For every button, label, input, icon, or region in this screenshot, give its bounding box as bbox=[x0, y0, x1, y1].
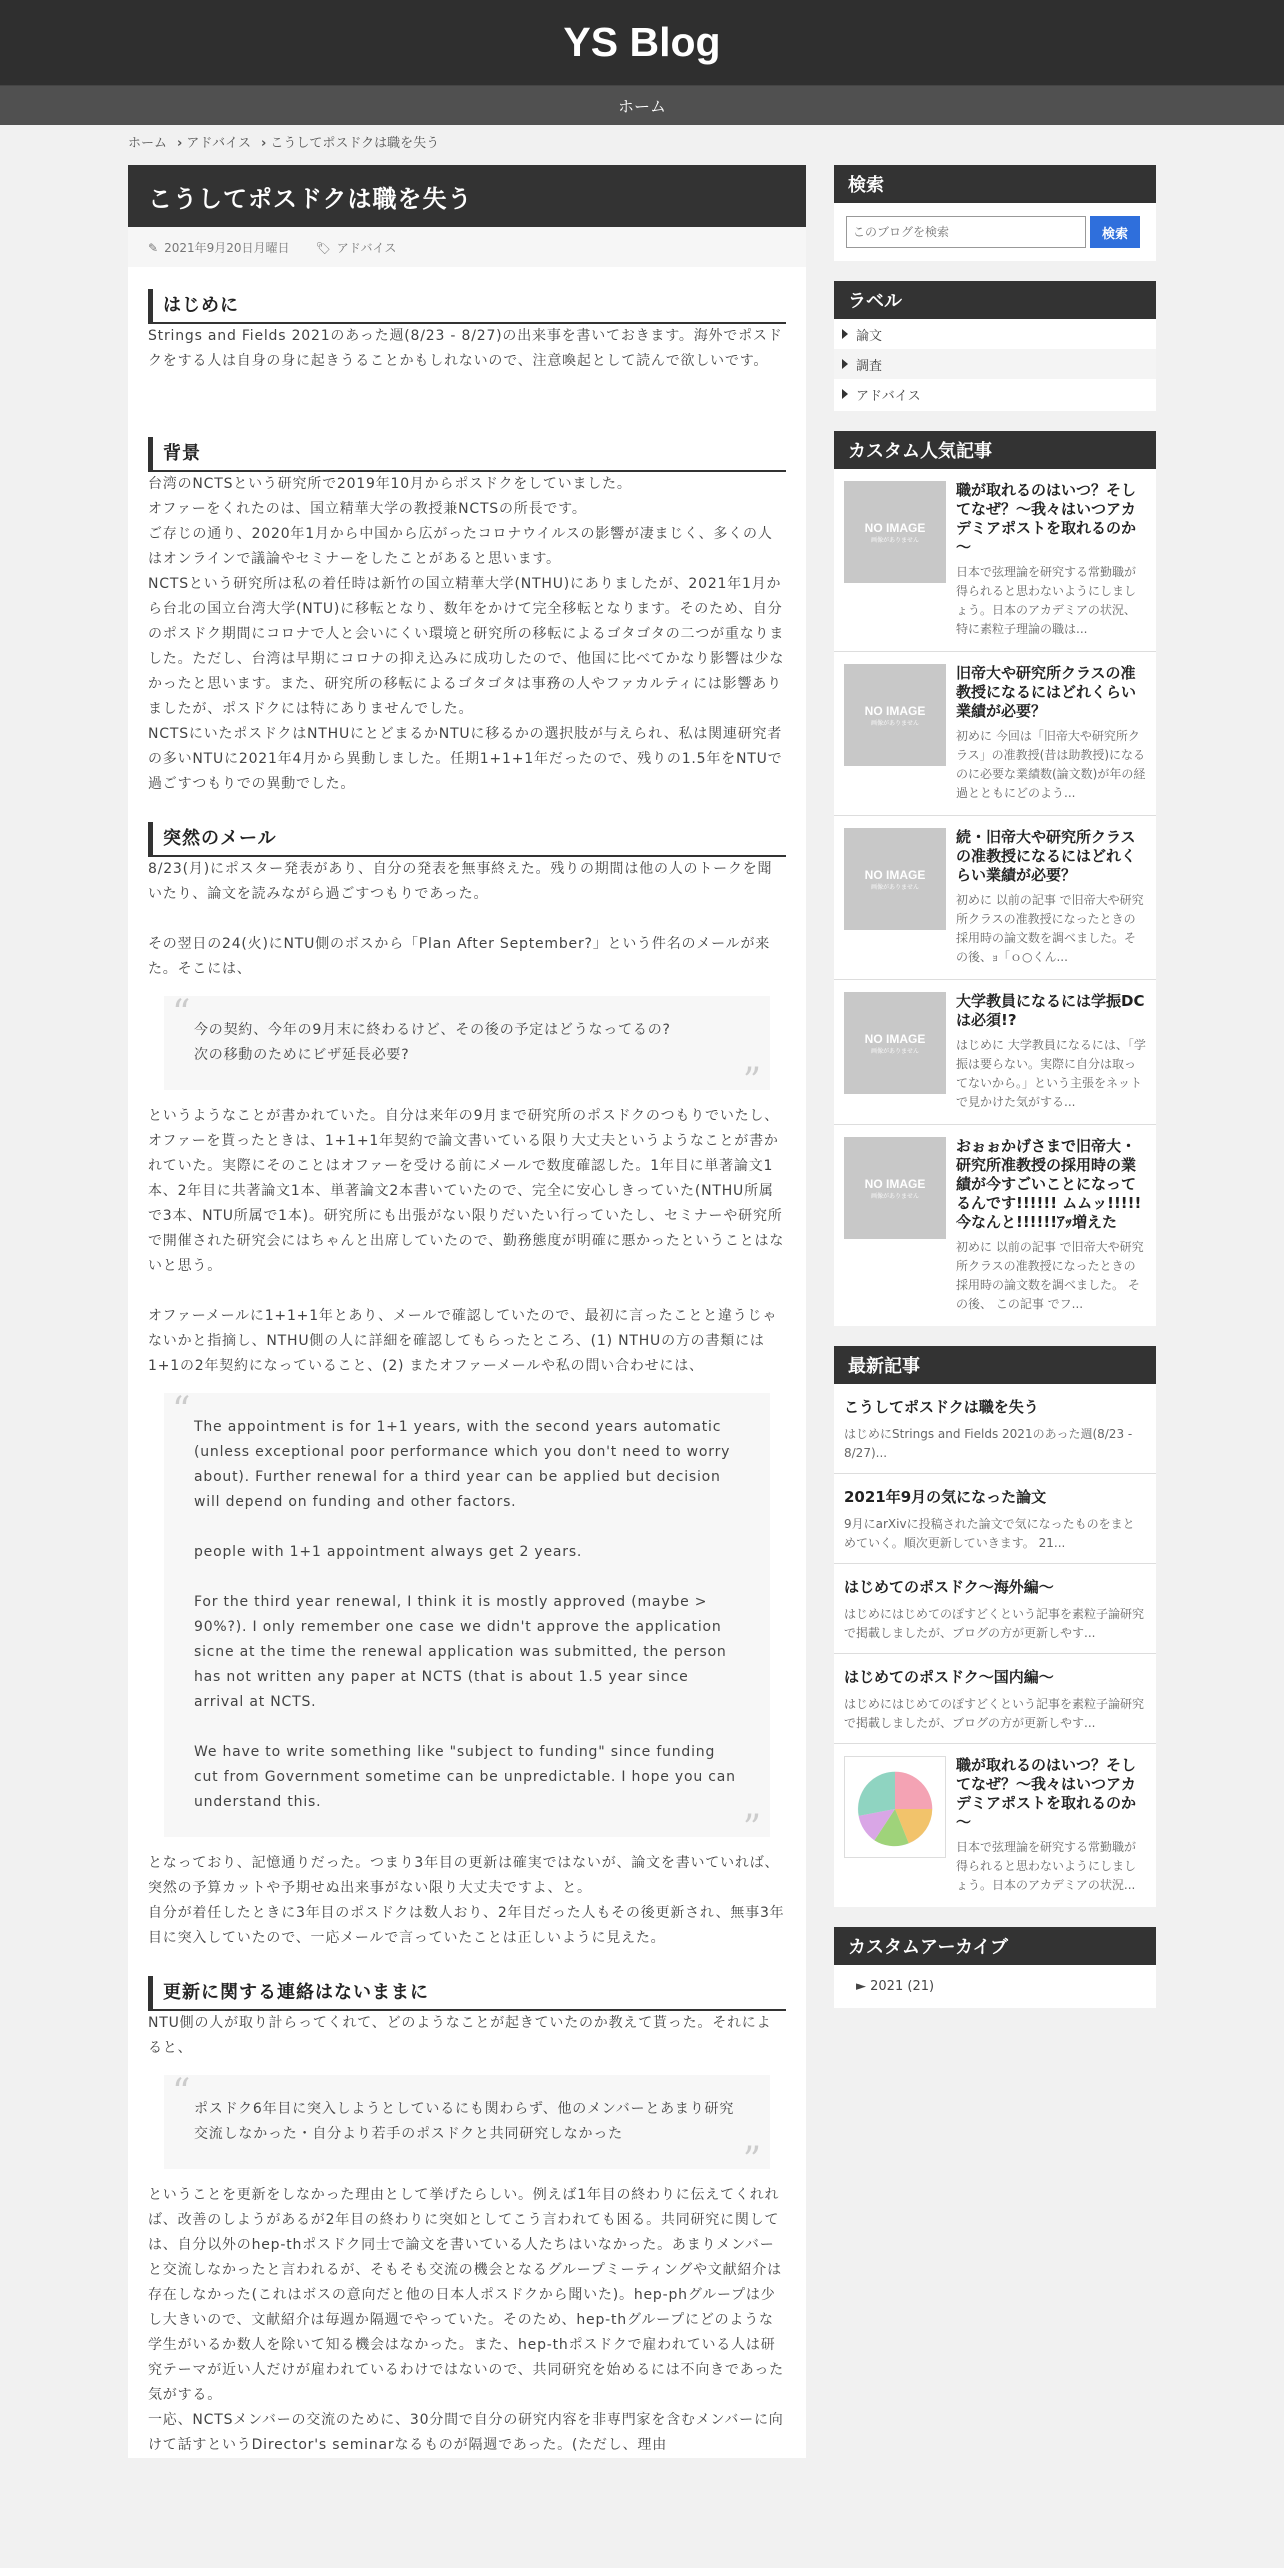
paragraph: オファーメールに1+1+1年とあり、メールで確認していたので、最初に言ったことと違うじゃないかと指摘し、NTHU側の人に詳細を確認してもらったところ、(1) NTHUの方の書類には1+1の2年契約になっていること、(2) またオファーメールや私の問い合わせには、 bbox=[148, 1308, 778, 1374]
paragraph: NTU側の人が取り計らってくれて、どのようなことが起きていたのか教えて貰った。それによると、 bbox=[148, 2015, 772, 2056]
paragraph: というようなことが書かれていた。自分は来年の9月まで研究所のポスドクのつもりでいたし、オファーを貰ったときは、1+1+1年契約で論文書いている限り大丈夫というようなことが書かれていた。実際にそのことはオファーを受ける前にメールで数度確認した。1年目に単著論文1本、2年目に共著論文1本、単著論文2本書いていたので、完全に安心しきっていた(NTHU所属で3本、NTU所属で1本)。研究所にも出張がない限りだいたい行っていたし、セミナーや研究所で開催された研究会にはちゃんと出席していたので、勤務態度が明確に悪かったということはないと思う。 bbox=[148, 1108, 785, 1274]
paragraph: Strings and Fields 2021のあった週(8/23 - 8/27)の出来事を書いておきます。海外でポスドクをする人は自身の身に起きうることかもしれないので、注意喚起として読んで欲しいです。 bbox=[148, 328, 783, 369]
no-image-thumbnail[interactable] bbox=[844, 828, 946, 930]
search-button[interactable]: 検索 bbox=[1090, 216, 1140, 248]
edit-icon: ✎ bbox=[148, 240, 159, 255]
labels-widget bbox=[834, 281, 1156, 411]
recent-snippet: はじめにStrings and Fields 2021のあった週(8/23 - 8/27)... bbox=[844, 1427, 1133, 1460]
label-item[interactable] bbox=[834, 349, 1156, 379]
popular-title[interactable]: 旧帝大や研究所クラスの准教授になるにはどれくらい業績が必要？ bbox=[956, 664, 1137, 720]
post-title: こうしてポスドクは職を失う bbox=[148, 184, 473, 213]
post-title-box bbox=[128, 165, 806, 227]
search-widget bbox=[834, 165, 1156, 261]
quote-line: 次の移動のためにビザ延長必要? bbox=[194, 1047, 410, 1063]
popular-snippet: 初めに 以前の記事 で旧帝大や研究所クラスの准教授になったときの採用時の論文数を調べました。その後、ｮ「ｏ○くん... bbox=[956, 893, 1144, 964]
section-heading-background: 背景 bbox=[148, 437, 786, 472]
popular-item[interactable] bbox=[834, 980, 1156, 1125]
post-meta bbox=[128, 227, 806, 267]
no-image-label: NO IMAGE bbox=[864, 867, 926, 882]
section-heading-update: 更新に関する連絡はないままに bbox=[148, 1976, 786, 2011]
quote-block bbox=[164, 2072, 770, 2181]
label-text[interactable]: 論文 bbox=[856, 328, 883, 344]
quote-block-english bbox=[164, 1390, 770, 1849]
recent-title[interactable]: はじめてのポスドク～海外編～ bbox=[844, 1578, 1054, 1596]
popular-title[interactable]: おぉぉかげさまで旧帝大・研究所准教授の採用時の業績が今すごいことになってるんです!!!!!! ムムッ!!!!!今なんと!!!!!!ｱｯ増えた bbox=[956, 1137, 1142, 1231]
paragraph: 一応、NCTSメンバーの交流のために、30分間で自分の研究内容を非専門家を含むメンバーに向けて話すというDirector's seminarなるものが隔週であった。(ただし、理由 bbox=[148, 2412, 784, 2453]
blog-title[interactable]: YS Blog bbox=[563, 19, 721, 65]
popular-snippet: はじめに 大学教員になるには、「学振は要らない。実際に自分は取ってないから。」という主張をネットで見かけた気がする... bbox=[956, 1038, 1146, 1109]
paragraph: ということを更新をしなかった理由として挙げたらしい。例えば1年目の終わりに伝えてくれれば、改善のしようがあるが2年目の終わりに突如としてこう言われても困る。共同研究に関しては、自分以外のhep-thポスドク同士で論文を書いている人たちはいなかった。あまりメンバーと交流しなかったと言われるが、そもそも交流の機会となるグループミーティングや文献紹介は存在しなかった(これはボスの意向だと他の日本人ポスドクから聞いた)。hep-phグループは少し大きいので、文献紹介は毎週か隔週でやっていた。そのため、hep-thグループにどのような学生がいるか数人を除いて知る機会はなかった。また、hep-thポスドクで雇われている人は研究テーマが近い人だけが雇われているわけではないので、共同研究を始めるには不向きであった気がする。 bbox=[148, 2187, 784, 2403]
quote-close-icon: ” bbox=[742, 1061, 762, 1102]
no-image-label: NO IMAGE bbox=[864, 1176, 926, 1191]
recent-item[interactable] bbox=[834, 1654, 1156, 1744]
no-image-thumbnail[interactable] bbox=[844, 481, 946, 583]
recent-snippet: はじめにはじめてのぽすどくという記事を素粒子論研究で掲載しましたが、ブログの方が更新しやす... bbox=[844, 1607, 1145, 1640]
no-image-sublabel: 画像がありません bbox=[870, 1192, 919, 1200]
search-input[interactable] bbox=[846, 216, 1086, 248]
no-image-label: NO IMAGE bbox=[864, 520, 926, 535]
chevron-right-icon: › bbox=[177, 136, 183, 151]
post-main bbox=[128, 165, 806, 2458]
quote-paragraph: people with 1+1 appointment always get 2 years. bbox=[194, 1544, 583, 1560]
archive-count: (21) bbox=[907, 1979, 935, 1994]
quote-close-icon: ” bbox=[742, 1808, 762, 1849]
recent-item[interactable] bbox=[834, 1384, 1156, 1474]
chevron-right-icon: › bbox=[261, 136, 267, 151]
pie-chart-thumbnail[interactable] bbox=[844, 1756, 946, 1858]
quote-close-icon: ” bbox=[742, 2140, 762, 2181]
archive-year[interactable]: 2021 bbox=[870, 1979, 904, 1994]
widget-title: 検索 bbox=[834, 165, 1156, 203]
sidebar bbox=[834, 165, 1156, 2028]
widget-title: ラベル bbox=[834, 281, 1156, 319]
nav-home-link[interactable]: ホーム bbox=[617, 97, 666, 116]
widget-title: カスタムアーカイブ bbox=[834, 1927, 1156, 1965]
no-image-thumbnail[interactable] bbox=[844, 664, 946, 766]
triangle-right-icon bbox=[842, 359, 848, 369]
archive-widget bbox=[834, 1927, 1156, 2008]
post-date-text: 2021年9月20日月曜日 bbox=[164, 240, 290, 255]
popular-snippet: 初めに 今回は「旧帝大や研究所クラス」の准教授(昔は助教授)になるのに必要な業績数(論文数)が年の経過とともにどのよう... bbox=[956, 729, 1146, 800]
quote-paragraph: The appointment is for 1+1 years, with the second years automatic (unless exceptional poor performance which you don't need to worry about). Further renewal for a third year can be applied but decision will depend on funding and other factors. bbox=[194, 1419, 731, 1510]
post-label[interactable] bbox=[316, 239, 397, 256]
recent-title[interactable]: はじめてのポスドク～国内編～ bbox=[844, 1668, 1054, 1686]
recent-snippet: 9月にarXivに投稿された論文で気になったものをまとめていく。順次更新していきます。 21... bbox=[844, 1517, 1135, 1550]
breadcrumb-home[interactable]: ホーム bbox=[128, 136, 168, 151]
paragraph: 8/23(月)にポスター発表があり、自分の発表を無事終えた。残りの期間は他の人のトークを聞いたり、論文を読みながら過ごすつもりであった。 bbox=[148, 861, 773, 902]
paragraph: その翌日の24(火)にNTU側のボスから「Plan After September?」という件名のメールが来た。そこには、 bbox=[148, 936, 771, 977]
blog-header bbox=[0, 0, 1284, 85]
recent-title[interactable]: こうしてポスドクは職を失う bbox=[844, 1398, 1039, 1416]
quote-paragraph: For the third year renewal, I think it is mostly approved (maybe > 90%?). I only remember one case we didn't approve the application sicne at the time the renewal application was submitted, the person has not written any paper at NCTS (that is about 1.5 year since arrival at NCTS. bbox=[194, 1594, 727, 1710]
popular-snippet: 日本で弦理論を研究する常勤職が得られると思わないようにしましょう。日本のアカデミアの状況、特に素粒子理論の職は... bbox=[956, 565, 1137, 636]
pie-slice bbox=[895, 1772, 932, 1809]
quote-open-icon: “ bbox=[172, 1390, 192, 1431]
paragraph: ご存じの通り、2020年1月から中国から広がったコロナウイルスの影響が凄まじく、多くの人はオンラインで議論やセミナーをしたことがあると思います。 bbox=[148, 526, 773, 567]
quote-line: 今の契約、今年の9月末に終わるけど、その後の予定はどうなってるの? bbox=[194, 1022, 671, 1038]
section-heading-intro: はじめに bbox=[148, 289, 786, 324]
popular-snippet: 初めに 以前の記事 で旧帝大や研究所クラスの准教授になったときの採用時の論文数を調べました。 その後、 この記事 でフ... bbox=[956, 1240, 1144, 1311]
widget-title: 最新記事 bbox=[834, 1346, 1156, 1384]
quote-open-icon: “ bbox=[172, 2072, 192, 2113]
label-text[interactable]: アドバイス bbox=[856, 388, 921, 404]
popular-item[interactable] bbox=[834, 652, 1156, 816]
quote-line: ポスドク6年目に突入しようとしているにも関わらず、他のメンバーとあまり研究交流しなかった・自分より若手のポスドクと共同研究しなかった bbox=[194, 2101, 735, 2142]
no-image-sublabel: 画像がありません bbox=[870, 1047, 919, 1055]
popular-title[interactable]: 続・旧帝大や研究所クラスの准教授になるにはどれくらい業績が必要？ bbox=[956, 828, 1137, 884]
label-item[interactable] bbox=[834, 379, 1156, 409]
breadcrumb-current: こうしてポスドクは職を失う bbox=[270, 136, 440, 151]
recent-snippet: 日本で弦理論を研究する常勤職が得られると思わないようにしましょう。日本のアカデミアの状況... bbox=[956, 1840, 1137, 1892]
widget-title: カスタム人気記事 bbox=[834, 431, 1156, 469]
no-image-sublabel: 画像がありません bbox=[870, 719, 919, 727]
no-image-label: NO IMAGE bbox=[864, 703, 926, 718]
post-label-text[interactable]: アドバイス bbox=[336, 240, 397, 255]
labels-list bbox=[834, 319, 1156, 411]
popular-item[interactable] bbox=[834, 1125, 1156, 1326]
triangle-right-icon bbox=[842, 389, 848, 399]
post-date bbox=[148, 239, 290, 256]
no-image-label: NO IMAGE bbox=[864, 1031, 926, 1046]
popular-title[interactable]: 職が取れるのはいつ？そしてなぜ？～我々はいつアカデミアポストを取れるのか～ bbox=[956, 481, 1137, 556]
no-image-thumbnail[interactable] bbox=[844, 1137, 946, 1239]
recent-item[interactable] bbox=[834, 1564, 1156, 1654]
search-row bbox=[834, 203, 1156, 261]
recent-title[interactable]: 2021年9月の気になった論文 bbox=[844, 1488, 1047, 1506]
label-item[interactable] bbox=[834, 319, 1156, 349]
recent-item-with-image[interactable] bbox=[834, 1744, 1156, 1907]
paragraph: となっており、記憶通りだった。つまり3年目の更新は確実ではないが、論文を書いていれば、突然の予算カットや予期せぬ出来事がない限り大丈夫ですよ、と。 bbox=[148, 1855, 780, 1896]
recent-title[interactable]: 職が取れるのはいつ？そしてなぜ？～我々はいつアカデミアポストを取れるのか～ bbox=[956, 1756, 1137, 1831]
popular-item[interactable] bbox=[834, 816, 1156, 980]
breadcrumb bbox=[128, 132, 443, 151]
popular-title[interactable]: 大学教員になるには学振DCは必須!? bbox=[956, 992, 1145, 1029]
quote-block bbox=[164, 993, 770, 1102]
expand-toggle-icon[interactable]: ► bbox=[856, 1979, 866, 1994]
paragraph: オファーをくれたのは、国立精華大学の教授兼NCTSの所長です。 bbox=[148, 501, 587, 517]
quote-paragraph: We have to write something like "subject to funding" since funding cut from Government sometime can be unpredictable. I hope you can understand this. bbox=[194, 1744, 736, 1810]
no-image-sublabel: 画像がありません bbox=[870, 883, 919, 891]
recent-snippet: はじめにはじめてのぽすどくという記事を素粒子論研究で掲載しましたが、ブログの方が更新しやす... bbox=[844, 1697, 1145, 1730]
nav-bar bbox=[0, 85, 1284, 125]
label-text[interactable]: 調査 bbox=[856, 358, 883, 374]
tag-icon: 🏷 bbox=[315, 240, 331, 255]
recent-item[interactable] bbox=[834, 1474, 1156, 1564]
popular-widget bbox=[834, 431, 1156, 1326]
breadcrumb-category[interactable]: アドバイス bbox=[186, 136, 251, 151]
triangle-right-icon bbox=[842, 329, 848, 339]
paragraph: 台湾のNCTSという研究所で2019年10月からポスドクをしていました。 bbox=[148, 476, 632, 492]
post-body bbox=[128, 267, 806, 2458]
paragraph: NCTSという研究所は私の着任時は新竹の国立精華大学(NTHU)にありましたが、2021年1月から台北の国立台湾大学(NTU)に移転となり、数年をかけて完全移転となります。そのため、自分のポスドク期間にコロナで人と会いにくい環境と研究所の移転によるゴタゴタの二つが重なりました。ただし、台湾は早期にコロナの抑え込みに成功したので、他国に比べてかなり影響は少なかったと思います。また、研究所の移転によるゴタゴタは事務の人やファカルティには影響ありましたが、ポスドクには特にありませんでした。 bbox=[148, 576, 785, 717]
archive-item[interactable] bbox=[834, 1965, 1156, 2008]
no-image-sublabel: 画像がありません bbox=[870, 536, 919, 544]
popular-item[interactable] bbox=[834, 469, 1156, 652]
recent-widget bbox=[834, 1346, 1156, 1907]
quote-open-icon: “ bbox=[172, 993, 192, 1034]
pie-slice bbox=[858, 1772, 895, 1816]
paragraph: NCTSにいたポスドクはNTHUにとどまるかNTUに移るかの選択肢が与えられ、私は関連研究者の多いNTUに2021年4月から異動しました。任期1+1+1年だったので、残りの1.5年をNTUで過ごすつもりでの異動でした。 bbox=[148, 726, 783, 792]
section-heading-mail: 突然のメール bbox=[148, 822, 786, 857]
no-image-thumbnail[interactable] bbox=[844, 992, 946, 1094]
paragraph: 自分が着任したときに3年目のポスドクは数人おり、2年目だった人もその後更新され、無事3年目に突入していたので、一応メールで言っていたことは正しいように見えた。 bbox=[148, 1905, 785, 1946]
